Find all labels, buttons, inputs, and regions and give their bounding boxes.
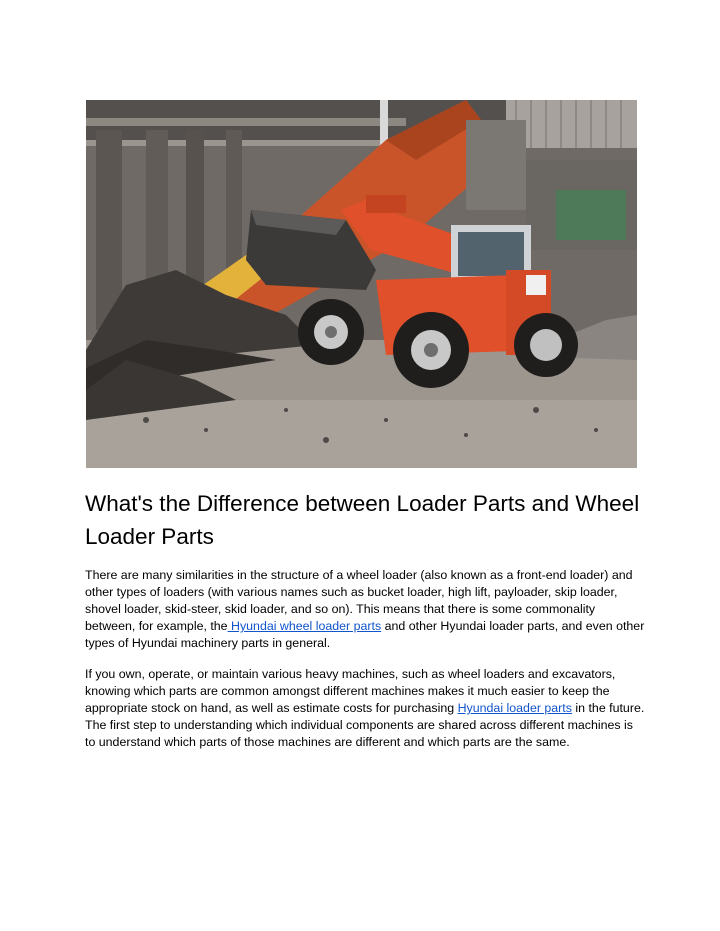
article-title: What's the Difference between Loader Parts and Wheel Loader Parts <box>85 491 640 549</box>
article-paragraph-1 <box>85 567 645 652</box>
paragraph-1-text-end: and other Hyundai loader parts, and even other types of Hyundai machinery parts in general. <box>85 619 645 650</box>
paragraph-2-text-end: in the future. The first step to understanding which individual components are shared across different machines is to understand which parts of those machines are different and which parts are the same. <box>85 701 645 749</box>
link-hyundai-wheel-loader-parts[interactable]: Hyundai wheel loader parts <box>227 619 382 633</box>
article-paragraph-2 <box>85 666 645 751</box>
link-hyundai-loader-parts[interactable]: Hyundai loader parts <box>457 701 572 715</box>
paragraph-1-text-start: There are many similarities in the structure of a wheel loader (also known as a front-end loader) and other types of loaders (with various names such as bucket loader, high lift, payloader, skip loader, shovel loader, skid-steer, skid loader, and so on). This means that there is some commonality between, for example, the <box>85 568 633 633</box>
hero-photo-telehandler-loader <box>86 100 637 468</box>
paragraph-2-text-start: If you own, operate, or maintain various heavy machines, such as wheel loaders and excavators, knowing which parts are common amongst different machines makes it much easier to keep the appropriate stock on hand, as well as estimate costs for purchasing <box>85 667 616 715</box>
